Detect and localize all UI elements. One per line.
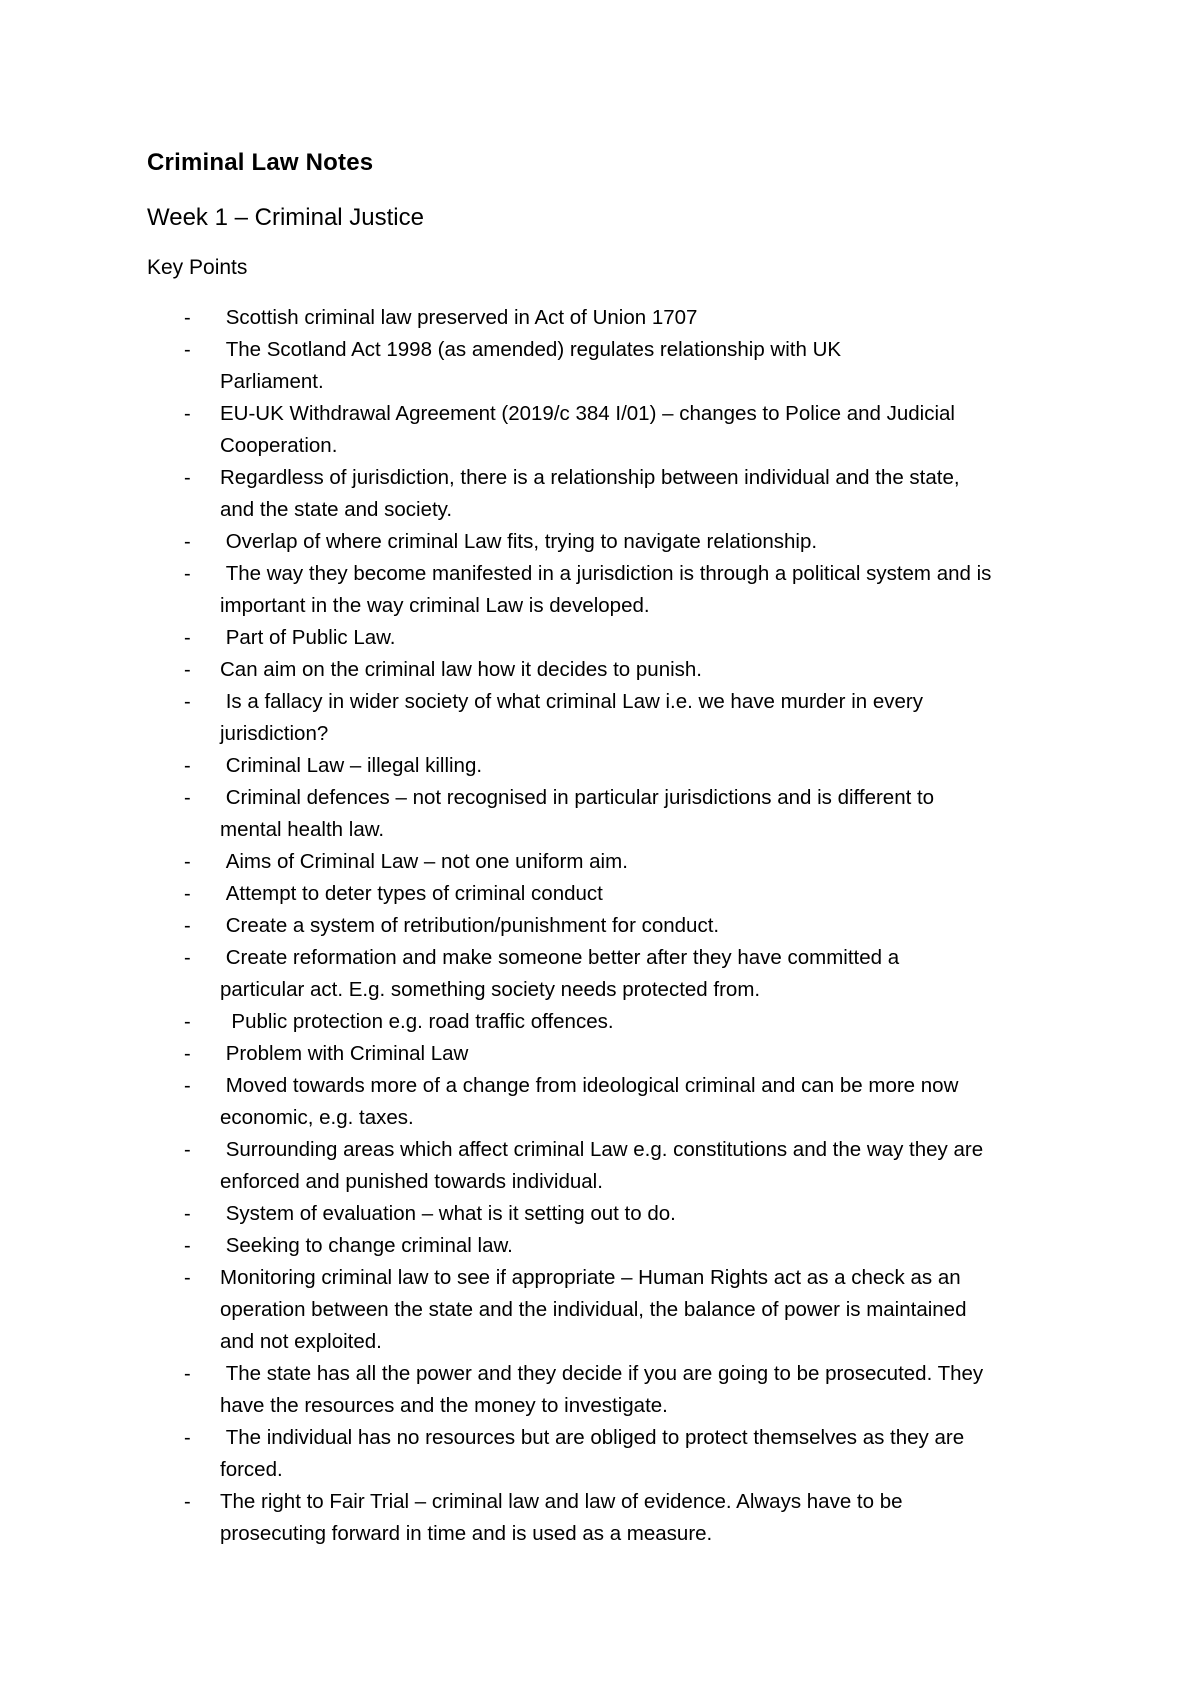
bullet-dash: - bbox=[184, 1427, 191, 1449]
bullet-dash: - bbox=[184, 1491, 191, 1513]
bullet-text: Aims of Criminal Law – not one uniform aim. bbox=[220, 850, 628, 873]
bullet-text: The right to Fair Trial – criminal law and law of evidence. Always have to be prosecuting forward in time and is used as a measure. bbox=[220, 1490, 903, 1545]
bullet-text: Moved towards more of a change from ideological criminal and can be more now economic, e.g. taxes. bbox=[220, 1074, 959, 1129]
bullet-text: Criminal defences – not recognised in particular jurisdictions and is different to mental health law. bbox=[220, 786, 935, 841]
bullet-dash: - bbox=[184, 563, 191, 585]
bullet-dash: - bbox=[184, 883, 191, 905]
bullet-dash: - bbox=[184, 1203, 191, 1225]
bullet-text: The way they become manifested in a jurisdiction is through a political system and is important in the way criminal Law is developed. bbox=[220, 562, 992, 617]
bullet-dash: - bbox=[184, 691, 191, 713]
bullet-text: Is a fallacy in wider society of what criminal Law i.e. we have murder in every jurisdiction? bbox=[220, 690, 923, 745]
bullet-dash: - bbox=[184, 787, 191, 809]
bullet-dash: - bbox=[184, 851, 191, 873]
bullet-text: Scottish criminal law preserved in Act of Union 1707 bbox=[220, 306, 698, 329]
bullet-dash: - bbox=[184, 531, 191, 553]
bullet-dash: - bbox=[184, 915, 191, 937]
bullet-dash: - bbox=[184, 1363, 191, 1385]
bullet-text: Regardless of jurisdiction, there is a relationship between individual and the state, and the state and society. bbox=[220, 466, 960, 521]
bullet-text: Criminal Law – illegal killing. bbox=[220, 754, 483, 777]
bullet-text: The state has all the power and they decide if you are going to be prosecuted. They have the resources and the money to investigate. bbox=[220, 1362, 984, 1417]
bullet-dash: - bbox=[184, 307, 191, 329]
bullet-dash: - bbox=[184, 627, 191, 649]
bullet-dash: - bbox=[184, 755, 191, 777]
bullet-dash: - bbox=[184, 403, 191, 425]
bullet-dash: - bbox=[184, 1043, 191, 1065]
bullet-text: Surrounding areas which affect criminal Law e.g. constitutions and the way they are enforced and punished towards individual. bbox=[220, 1138, 984, 1193]
bullet-dash: - bbox=[184, 659, 191, 681]
bullet-dash: - bbox=[184, 1139, 191, 1161]
bullet-text: The Scotland Act 1998 (as amended) regulates relationship with UK Parliament. bbox=[220, 338, 842, 393]
document-title: Criminal Law Notes bbox=[147, 149, 374, 176]
bullet-text: System of evaluation – what is it setting out to do. bbox=[220, 1202, 676, 1225]
bullet-text: The individual has no resources but are obliged to protect themselves as they are forced. bbox=[220, 1426, 965, 1481]
bullet-text: Part of Public Law. bbox=[220, 626, 396, 649]
bullet-dash: - bbox=[184, 947, 191, 969]
bullet-text: Monitoring criminal law to see if appropriate – Human Rights act as a check as an operation between the state and the individual, the balance of power is maintained and not exploited. bbox=[220, 1266, 967, 1353]
bullet-dash: - bbox=[184, 467, 191, 489]
bullet-text: EU-UK Withdrawal Agreement (2019/c 384 I/01) – changes to Police and Judicial Cooperation. bbox=[220, 402, 955, 457]
bullet-text: Overlap of where criminal Law fits, trying to navigate relationship. bbox=[220, 530, 818, 553]
bullet-text: Public protection e.g. road traffic offences. bbox=[220, 1010, 614, 1033]
bullet-dash: - bbox=[184, 1235, 191, 1257]
week-heading: Week 1 – Criminal Justice bbox=[147, 204, 424, 231]
bullet-dash: - bbox=[184, 1267, 191, 1289]
bullet-dash: - bbox=[184, 339, 191, 361]
bullet-text: Seeking to change criminal law. bbox=[220, 1234, 513, 1257]
bullet-text: Problem with Criminal Law bbox=[220, 1042, 469, 1065]
bullet-text: Create reformation and make someone better after they have committed a particular act. E.g. something society needs protected from. bbox=[220, 946, 900, 1001]
bullet-text: Attempt to deter types of criminal conduct bbox=[220, 882, 603, 905]
bullet-text: Can aim on the criminal law how it decides to punish. bbox=[220, 658, 702, 681]
bullet-text: Create a system of retribution/punishment for conduct. bbox=[220, 914, 720, 937]
bullet-dash: - bbox=[184, 1075, 191, 1097]
bullet-dash: - bbox=[184, 1011, 191, 1033]
key-points-label: Key Points bbox=[147, 256, 248, 279]
